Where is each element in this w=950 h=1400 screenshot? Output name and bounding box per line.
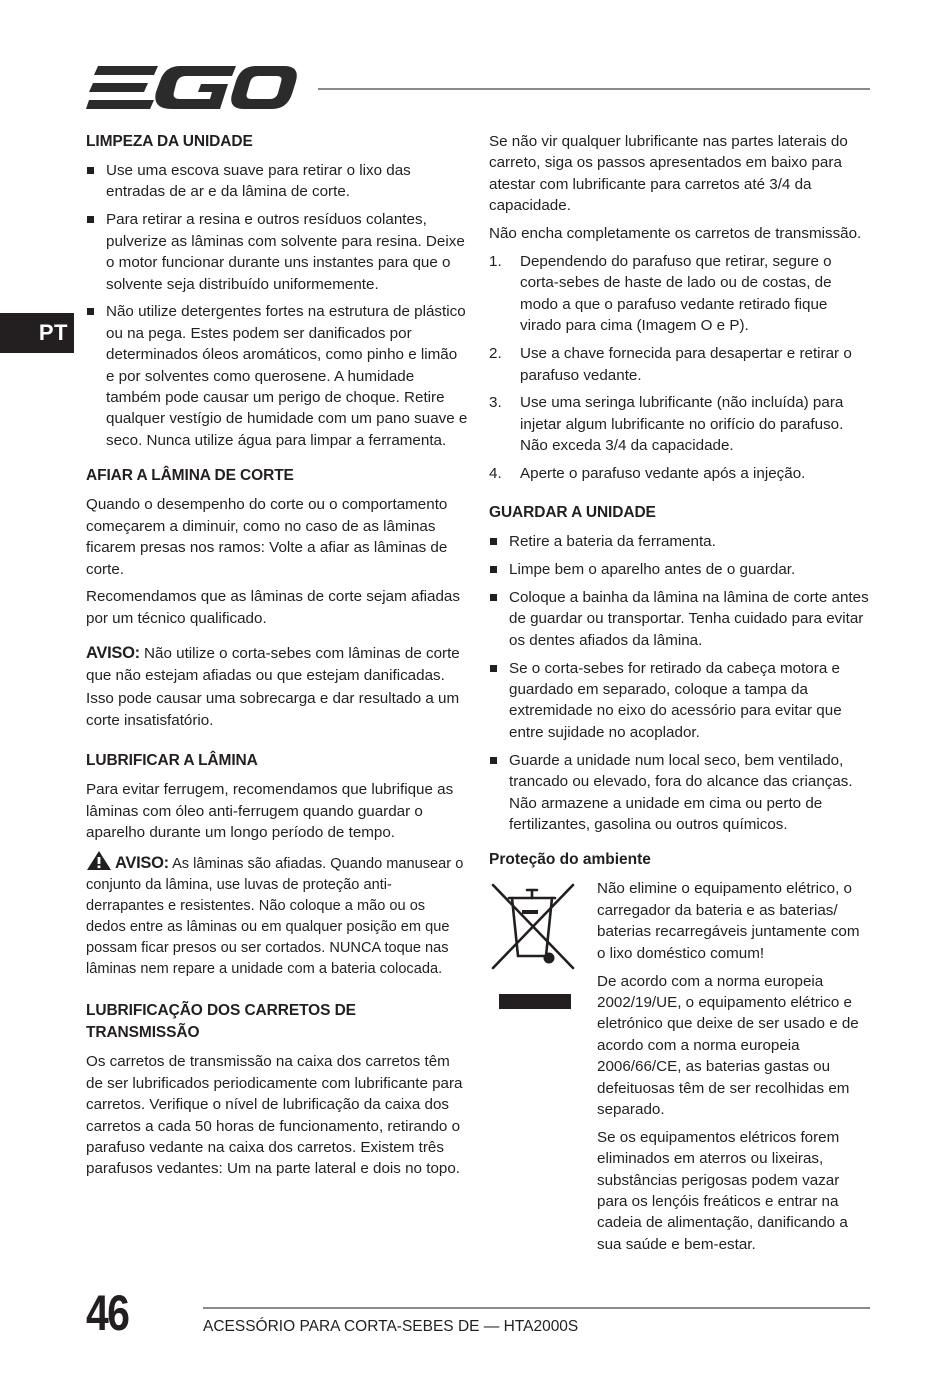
step-item: 1. Dependendo do parafuso que retirar, segure o corta-sebes de haste de lado ou de costas, de modo a que o parafuso vedante retirado fique virado para cima (Imagem O e P). xyxy=(489,253,832,335)
warning-triangle-icon xyxy=(86,850,112,871)
list-item: Para retirar a resina e outros resíduos colantes, pulverize as lâminas com solvente para resina. Deixe o motor funcionar durante uns instantes para que o solvente seja distribuído uniformemente. xyxy=(86,209,468,295)
bullet-square-icon xyxy=(87,167,94,174)
bullet-square-icon xyxy=(87,216,94,223)
warning-label: AVISO: xyxy=(86,643,140,662)
list-item: Coloque a bainha da lâmina na lâmina de corte antes de guardar ou transportar. Tenha cuidado para evitar os dentes afiados da lâmina. xyxy=(489,587,871,651)
warning-label: AVISO: xyxy=(115,853,169,872)
right-column xyxy=(489,131,871,1262)
bullet-square-icon xyxy=(490,594,497,601)
list-item: Use uma escova suave para retirar o lixo das entradas de ar e da lâmina de corte. xyxy=(86,160,468,203)
warning-block xyxy=(86,850,468,980)
paragraph: Recomendamos que as lâminas de corte sejam afiadas por um técnico qualificado. xyxy=(86,588,460,627)
section-heading-carretos: LUBRIFICAÇÃO DOS CARRETOS DE TRANSMISSÃO xyxy=(86,1002,356,1042)
section-heading-lubrificar: LUBRIFICAR A LÂMINA xyxy=(86,752,258,770)
bullet-square-icon xyxy=(490,566,497,573)
steps-list xyxy=(489,251,871,485)
bullet-square-icon xyxy=(490,538,497,545)
section-heading-guardar: GUARDAR A UNIDADE xyxy=(489,504,656,522)
language-tab: PT xyxy=(0,313,74,353)
paragraph: Se não vir qualquer lubrificante nas partes laterais do carreto, siga os passos apresentados em baixo para atestar com lubrificante para carretos até 3/4 da capacidade. xyxy=(489,133,848,215)
paragraph: De acordo com a norma europeia 2002/19/UE, o equipamento elétrico e eletrónico que deixe de ser usado e de acordo com a norma europeia 2006/66/CE, as baterias gastas ou defeituosas têm de ser recolhidas em separado. xyxy=(597,972,859,1118)
environment-section xyxy=(489,878,871,1255)
warning-text: Não utilize o corta-sebes com lâminas de corte que não estejam afiadas ou que estejam danificadas. Isso pode causar uma sobrecarga e dar resultado a um corte insatisfatório. xyxy=(86,644,460,730)
paragraph: Não encha completamente os carretos de transmissão. xyxy=(489,225,862,243)
warning-text: As lâminas são afiadas. Quando manusear o conjunto da lâmina, use luvas de proteção anti-derrapantes e resistentes. Não coloque a mão ou os dedos entre as lâminas ou em qualquer posição em que possam ficar presos ou ser cortados. NUNCA toque nas lâminas nem repare a unidade com a bateria colocada. xyxy=(86,855,464,977)
footer-title: ACESSÓRIO PARA CORTA-SEBES DE — HTA2000S xyxy=(203,1318,579,1335)
step-number: 4. xyxy=(489,465,502,483)
header-rule xyxy=(318,88,870,90)
step-item: 3. Use uma seringa lubrificante (não incluída) para injetar algum lubrificante no orifício do parafuso. Não exceda 3/4 da capacidade. xyxy=(489,394,844,455)
page-number: 46 xyxy=(86,1285,129,1341)
paragraph: Para evitar ferrugem, recomendamos que lubrifique as lâminas com óleo anti-ferrugem quando guardar o aparelho durante um longo período de tempo. xyxy=(86,781,454,842)
footer-rule xyxy=(203,1307,870,1309)
limpeza-list xyxy=(86,160,468,451)
step-item: 2. Use a chave fornecida para desapertar e retirar o parafuso vedante. xyxy=(489,345,852,384)
list-item: Não utilize detergentes fortes na estrutura de plástico ou na pega. Estes podem ser danificados por determinados óleos aromáticos, como pinho e limão e por solventes como querosene. A humidade também pode causar um perigo de choque. Retire qualquer vestígio de humidade com um pano suave e seco. Nunca utilize água para limpar a ferramenta. xyxy=(86,301,468,451)
crossed-wheelie-bin-icon xyxy=(489,880,575,1010)
environment-text xyxy=(597,878,871,1255)
section-heading-ambiente: Proteção do ambiente xyxy=(489,851,651,869)
paragraph: Os carretos de transmissão na caixa dos carretos têm de ser lubrificados periodicamente com lubrificante para carretos. Verifique o nível de lubrificação da caixa dos carretos a cada 50 horas de funcionamento, retirando o parafuso vedante na caixa dos carretos. Existem três parafusos vedantes: Um na parte lateral e dois no topo. xyxy=(86,1053,463,1178)
list-item: Se o corta-sebes for retirado da cabeça motora e guardado em separado, coloque a tampa da extremidade no eixo do acessório para evitar que entre sujidade no acoplador. xyxy=(489,658,871,744)
step-number: 2. xyxy=(489,345,502,363)
list-item: Guarde a unidade num local seco, bem ventilado, trancado ou elevado, fora do alcance das crianças. Não armazene a unidade em cima ou perto de fertilizantes, gasolina ou outros químicos. xyxy=(489,750,871,836)
step-number: 1. xyxy=(489,253,502,271)
guardar-list xyxy=(489,531,871,835)
section-heading-limpeza: LIMPEZA DA UNIDADE xyxy=(86,133,253,150)
paragraph: Se os equipamentos elétricos forem eliminados em aterros ou lixeiras, substâncias perigosas podem vazar para os lençóis freáticos e entrar na cadeia de alimentação, danificando a sua saúde e bem-estar. xyxy=(597,1128,848,1253)
list-item: Limpe bem o aparelho antes de o guardar. xyxy=(489,559,871,580)
left-column xyxy=(86,131,468,1186)
section-heading-afiar: AFIAR A LÂMINA DE CORTE xyxy=(86,467,294,485)
paragraph: Não elimine o equipamento elétrico, o carregador da bateria e as baterias/ baterias recarregáveis juntamente com o lixo doméstico comum! xyxy=(597,880,860,962)
ego-logo xyxy=(86,64,298,112)
warning-paragraph xyxy=(86,642,468,733)
bullet-square-icon xyxy=(490,665,497,672)
bullet-square-icon xyxy=(490,757,497,764)
step-number: 3. xyxy=(489,394,502,412)
bullet-square-icon xyxy=(87,308,94,315)
list-item: Retire a bateria da ferramenta. xyxy=(489,531,871,552)
step-item: 4. Aperte o parafuso vedante após a injeção. xyxy=(489,463,871,484)
paragraph: Quando o desempenho do corte ou o comportamento começarem a diminuir, como no caso de as lâminas ficarem presas nos ramos: Volte a afiar as lâminas de corte. xyxy=(86,496,448,578)
